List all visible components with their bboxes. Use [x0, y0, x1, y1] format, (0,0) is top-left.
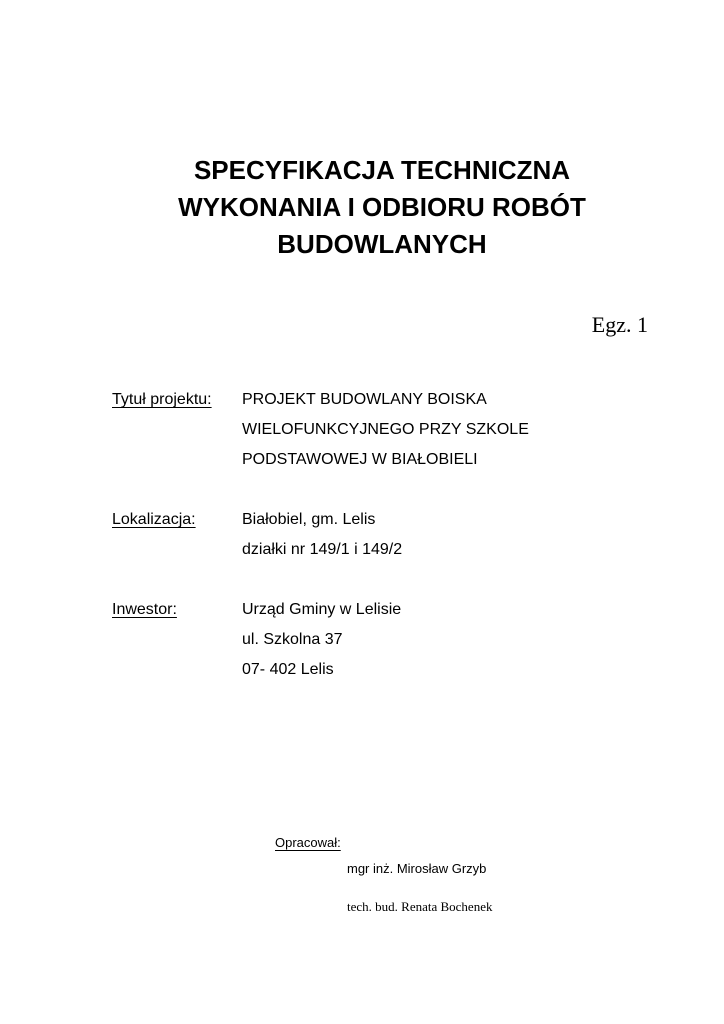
location-value — [242, 505, 602, 565]
investor-line: ul. Szkolna 37 — [242, 631, 343, 648]
location-line: działki nr 149/1 i 149/2 — [242, 541, 403, 558]
location-line: Białobiel, gm. Lelis — [242, 511, 376, 528]
copy-number: Egz. 1 — [591, 312, 648, 337]
investor-line: 07- 402 Lelis — [242, 661, 334, 678]
prepared-by-label: Opracował: — [275, 835, 341, 850]
project-value — [242, 385, 602, 475]
project-label: Tytuł projektu: — [112, 391, 212, 408]
investor-line: Urząd Gminy w Lelisie — [242, 601, 402, 618]
project-line: PROJEKT BUDOWLANY BOISKA — [242, 391, 487, 408]
author-name: mgr inż. Mirosław Grzyb — [347, 861, 487, 876]
investor-label: Inwestor: — [112, 601, 177, 618]
title-line-1: SPECYFIKACJA TECHNICZNA — [193, 155, 571, 185]
document-title — [90, 152, 674, 263]
location-label: Lokalizacja: — [112, 511, 196, 528]
author-name: tech. bud. Renata Bochenek — [347, 899, 493, 914]
project-line: WIELOFUNKCYJNEGO PRZY SZKOLE — [242, 421, 529, 438]
investor-value — [242, 595, 602, 685]
title-line-3: BUDOWLANYCH — [277, 229, 487, 259]
project-line: PODSTAWOWEJ W BIAŁOBIELI — [242, 451, 478, 468]
title-line-2: WYKONANIA I ODBIORU ROBÓT — [178, 192, 586, 222]
